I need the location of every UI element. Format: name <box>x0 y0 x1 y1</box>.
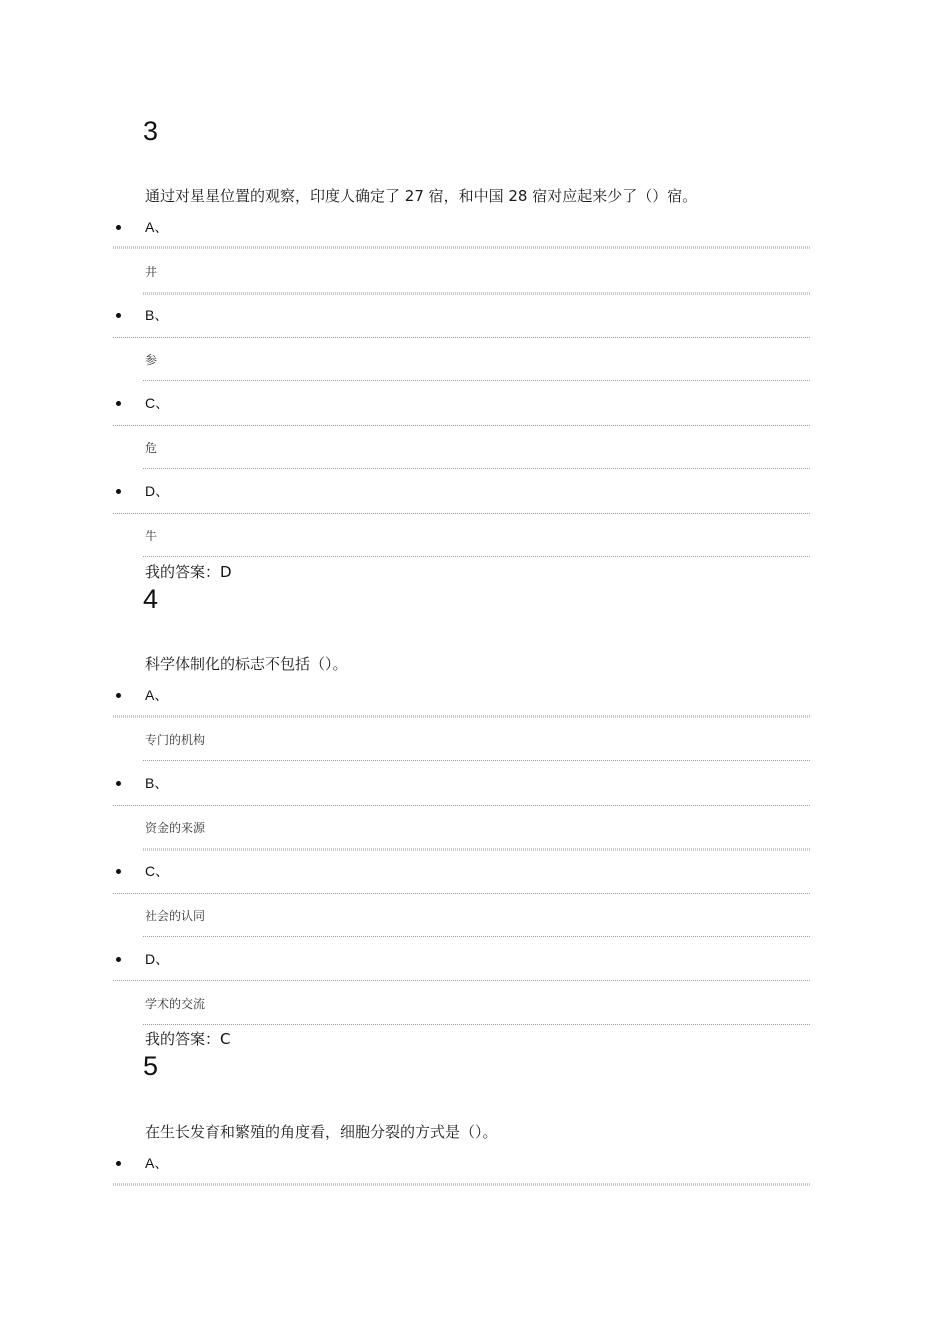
option-label[interactable]: D、 <box>145 483 170 499</box>
divider <box>143 936 810 937</box>
question-text: 通过对星星位置的观察，印度人确定了 27 宿，和中国 28 宿对应起来少了（）宿。 <box>145 187 698 205</box>
divider <box>113 425 810 426</box>
option-label[interactable]: A、 <box>145 219 169 235</box>
option-text: 社会的认同 <box>145 909 206 923</box>
bullet-icon <box>116 869 121 874</box>
my-answer: 我的答案：D <box>145 563 232 581</box>
option-text: 危 <box>145 441 158 455</box>
my-answer: 我的答案：C <box>145 1030 231 1048</box>
option-label[interactable]: B、 <box>145 307 169 323</box>
divider <box>143 380 810 381</box>
question-number: 3 <box>143 116 159 146</box>
bullet-icon <box>116 489 121 494</box>
option-label[interactable]: B、 <box>145 775 169 791</box>
option-label[interactable]: A、 <box>145 687 169 703</box>
divider <box>143 292 810 295</box>
divider <box>113 337 810 338</box>
divider <box>113 1183 810 1186</box>
divider <box>113 246 810 249</box>
question-text: 在生长发育和繁殖的角度看，细胞分裂的方式是（）。 <box>145 1123 498 1141</box>
bullet-icon <box>116 1161 121 1166</box>
question-number: 5 <box>143 1051 159 1081</box>
bullet-icon <box>116 225 121 230</box>
divider <box>113 805 810 806</box>
option-label[interactable]: A、 <box>145 1155 169 1171</box>
question-number: 4 <box>143 584 159 614</box>
option-label[interactable]: C、 <box>145 863 170 879</box>
option-label[interactable]: C、 <box>145 395 170 411</box>
divider <box>113 715 810 718</box>
divider <box>143 848 810 851</box>
divider <box>113 980 810 981</box>
bullet-icon <box>116 313 121 318</box>
divider <box>143 556 810 557</box>
option-text: 专门的机构 <box>145 733 206 747</box>
option-label[interactable]: D、 <box>145 951 170 967</box>
question-text: 科学体制化的标志不包括（）。 <box>145 655 348 673</box>
option-text: 牛 <box>145 529 158 543</box>
bullet-icon <box>116 693 121 698</box>
bullet-icon <box>116 957 121 962</box>
option-text: 井 <box>145 265 158 279</box>
option-text: 学术的交流 <box>145 997 206 1011</box>
bullet-icon <box>116 781 121 786</box>
divider <box>113 513 810 514</box>
divider <box>143 468 810 469</box>
bullet-icon <box>116 401 121 406</box>
option-text: 参 <box>145 353 158 367</box>
divider <box>143 760 810 761</box>
divider <box>143 1024 810 1025</box>
option-text: 资金的来源 <box>145 821 206 835</box>
divider <box>113 893 810 894</box>
